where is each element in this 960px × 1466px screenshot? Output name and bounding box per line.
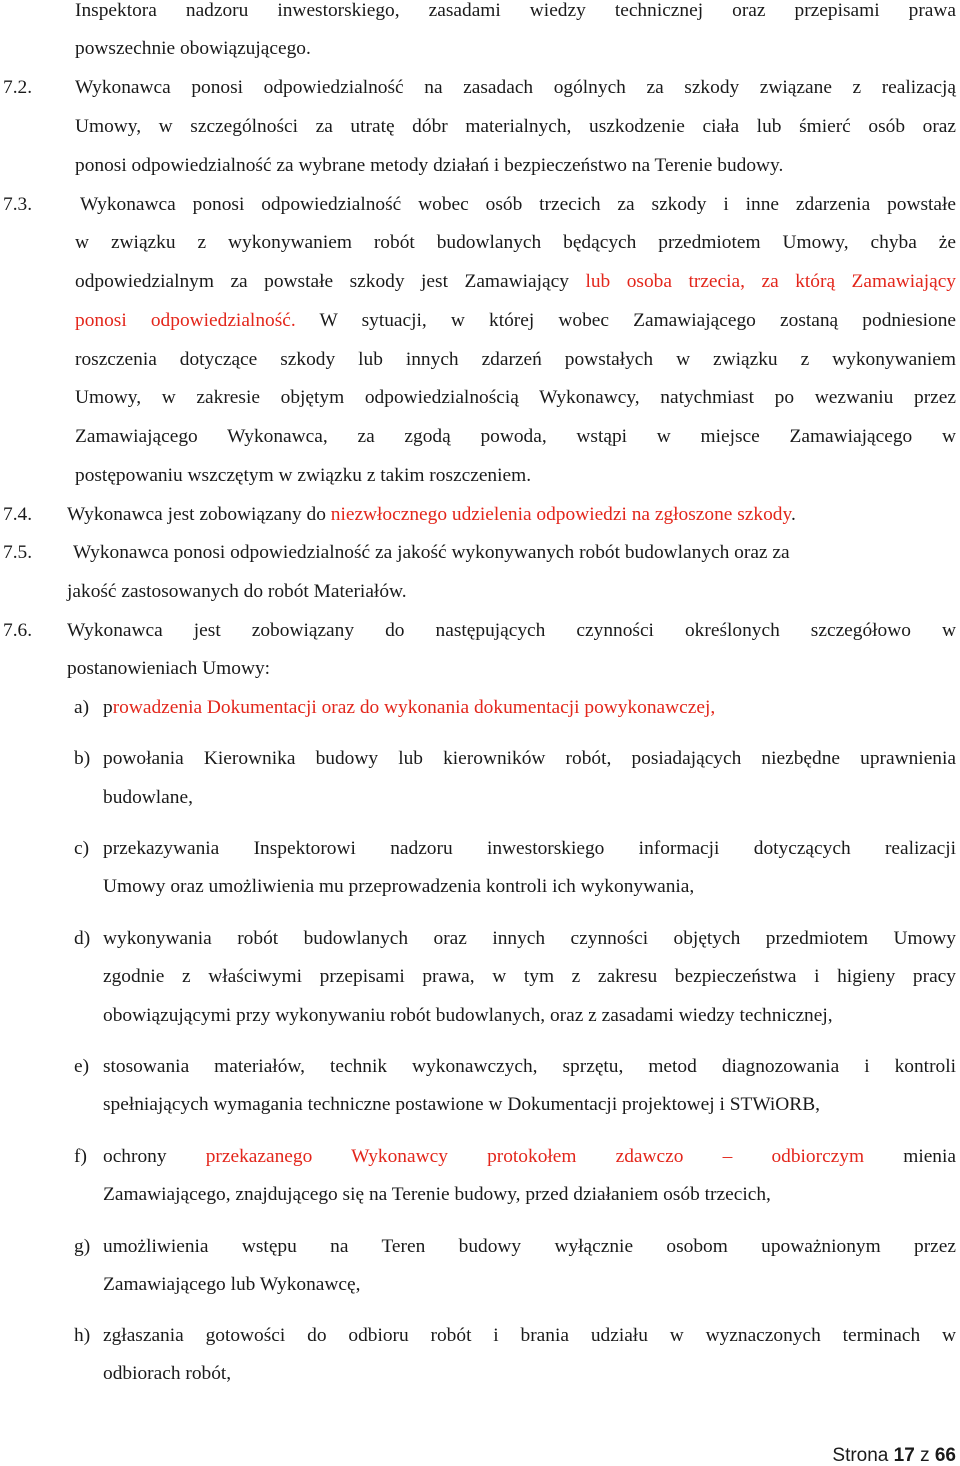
p73-line3 bbox=[75, 272, 956, 291]
p73-line7: Zamawiającego Wykonawca, za zgodą powoda, wstąpi w miejsce Zamawiającego w bbox=[75, 426, 956, 447]
list-b-line2: budowlane, bbox=[103, 787, 193, 808]
p74-red: niezwłocznego udzielenia odpowiedzi na zgłoszone szkody bbox=[330, 504, 791, 525]
p74-number: 7.4. bbox=[3, 504, 33, 525]
list-h-label: h) bbox=[74, 1325, 91, 1346]
list-a-black: p bbox=[103, 697, 113, 718]
p73-line6: Umowy, w zakresie objętym odpowiedzialnością Wykonawcy, natychmiast po wezwaniu przez bbox=[75, 387, 956, 408]
list-e-line2: spełniających wymagania techniczne postawione w Dokumentacji projektowej i STWiORB, bbox=[103, 1094, 821, 1115]
p73-line2: w związku z wykonywaniem robót budowlanych będących przedmiotem Umowy, chyba że bbox=[75, 232, 956, 253]
list-f-line1 bbox=[103, 1147, 956, 1166]
list-f-black-start: ochrony bbox=[103, 1146, 206, 1167]
list-a-label: a) bbox=[74, 697, 90, 718]
list-c-line2: Umowy oraz umożliwienia mu przeprowadzenia kontroli ich wykonywania, bbox=[103, 876, 695, 897]
list-d-line2: zgodnie z właściwymi przepisami prawa, w tym z zakresu bezpieczeństwa i higieny pracy bbox=[103, 966, 956, 987]
list-f-black-end: mienia bbox=[864, 1146, 956, 1167]
list-a-red: rowadzenia Dokumentacji oraz do wykonania dokumentacji powykonawczej, bbox=[112, 697, 716, 718]
footer-current-page: 17 bbox=[893, 1445, 915, 1466]
p76-number: 7.6. bbox=[3, 620, 33, 641]
p74-line1 bbox=[67, 505, 796, 524]
list-d-line3: obowiązującymi przy wykonywaniu robót budowlanych, oraz z zasadami wiedzy technicznej, bbox=[103, 1005, 833, 1026]
footer-of: z bbox=[914, 1445, 935, 1466]
p72-number: 7.2. bbox=[3, 77, 33, 98]
list-e-line1: stosowania materiałów, technik wykonawczych, sprzętu, metod diagnozowania i kontroli bbox=[103, 1056, 956, 1077]
list-f-label: f) bbox=[74, 1146, 87, 1167]
list-b-line1: powołania Kierownika budowy lub kierowników robót, posiadających niezbędne uprawnienia bbox=[103, 748, 956, 769]
p73-line3-red: lub osoba trzecia, za którą Zamawiający bbox=[585, 271, 956, 292]
p73-line4 bbox=[75, 311, 956, 330]
list-g-label: g) bbox=[74, 1236, 91, 1257]
p76-line1: Wykonawca jest zobowiązany do następujących czynności określonych szczegółowo w bbox=[67, 620, 956, 641]
p75-line2: jakość zastosowanych do robót Materiałów. bbox=[67, 581, 407, 602]
list-c-line1: przekazywania Inspektorowi nadzoru inwestorskiego informacji dotyczących realizacji bbox=[103, 838, 956, 859]
footer-total-pages: 66 bbox=[934, 1445, 956, 1466]
p73-line1: Wykonawca ponosi odpowiedzialność wobec osób trzecich za szkody i inne zdarzenia powstałe bbox=[80, 194, 956, 215]
p73-line3-black: odpowiedzialnym za powstałe szkody jest Zamawiający bbox=[75, 271, 586, 292]
list-c-label: c) bbox=[74, 838, 90, 859]
p73-line5: roszczenia dotyczące szkody lub innych zdarzeń powstałych w związku z wykonywaniem bbox=[75, 349, 956, 370]
page-number-footer bbox=[832, 1446, 956, 1465]
list-d-label: d) bbox=[74, 928, 91, 949]
list-h-line2: odbiorach robót, bbox=[103, 1363, 232, 1384]
p75-line1: Wykonawca ponosi odpowiedzialność za jakość wykonywanych robót budowlanych oraz za bbox=[73, 542, 790, 563]
p73-number: 7.3. bbox=[3, 194, 33, 215]
p72-line2: Umowy, w szczególności za utratę dóbr materialnych, uszkodzenie ciała lub śmierć osób oraz bbox=[75, 116, 956, 137]
p71-line1: Inspektora nadzoru inwestorskiego, zasadami wiedzy technicznej oraz przepisami prawa bbox=[75, 0, 956, 21]
list-h-line1: zgłaszania gotowości do odbioru robót i brania udziału w wyznaczonych terminach w bbox=[103, 1325, 956, 1346]
list-g-line2: Zamawiającego lub Wykonawcę, bbox=[103, 1274, 361, 1295]
list-g-line1: umożliwienia wstępu na Teren budowy wyłącznie osobom upoważnionym przez bbox=[103, 1236, 956, 1257]
list-f-red: przekazanego Wykonawcy protokołem zdawczo – odbiorczym bbox=[205, 1146, 865, 1167]
list-b-label: b) bbox=[74, 748, 91, 769]
p75-number: 7.5. bbox=[3, 542, 33, 563]
p74-black: Wykonawca jest zobowiązany do bbox=[67, 504, 331, 525]
p73-line8: postępowaniu wszczętym w związku z takim roszczeniem. bbox=[75, 465, 532, 486]
p72-line1: Wykonawca ponosi odpowiedzialność na zasadach ogólnych za szkody związane z realizacją bbox=[75, 77, 956, 98]
list-d-line1: wykonywania robót budowlanych oraz innych czynności objętych przedmiotem Umowy bbox=[103, 928, 956, 949]
footer-strona: Strona bbox=[832, 1445, 894, 1466]
p73-line4-red: ponosi odpowiedzialność. bbox=[75, 310, 296, 331]
list-f-line2: Zamawiającego, znajdującego się na Terenie budowy, przed działaniem osób trzecich, bbox=[103, 1184, 771, 1205]
p72-line3: ponosi odpowiedzialność za wybrane metody działań i bezpieczeństwo na Terenie budowy. bbox=[75, 155, 784, 176]
p76-line2: postanowieniach Umowy: bbox=[67, 658, 271, 679]
p73-line4-black: W sytuacji, w której wobec Zamawiającego zostaną podniesione bbox=[295, 310, 957, 331]
p74-period: . bbox=[790, 504, 796, 525]
p71-line2: powszechnie obowiązującego. bbox=[75, 38, 311, 59]
list-e-label: e) bbox=[74, 1056, 90, 1077]
list-a-line1 bbox=[103, 698, 715, 717]
